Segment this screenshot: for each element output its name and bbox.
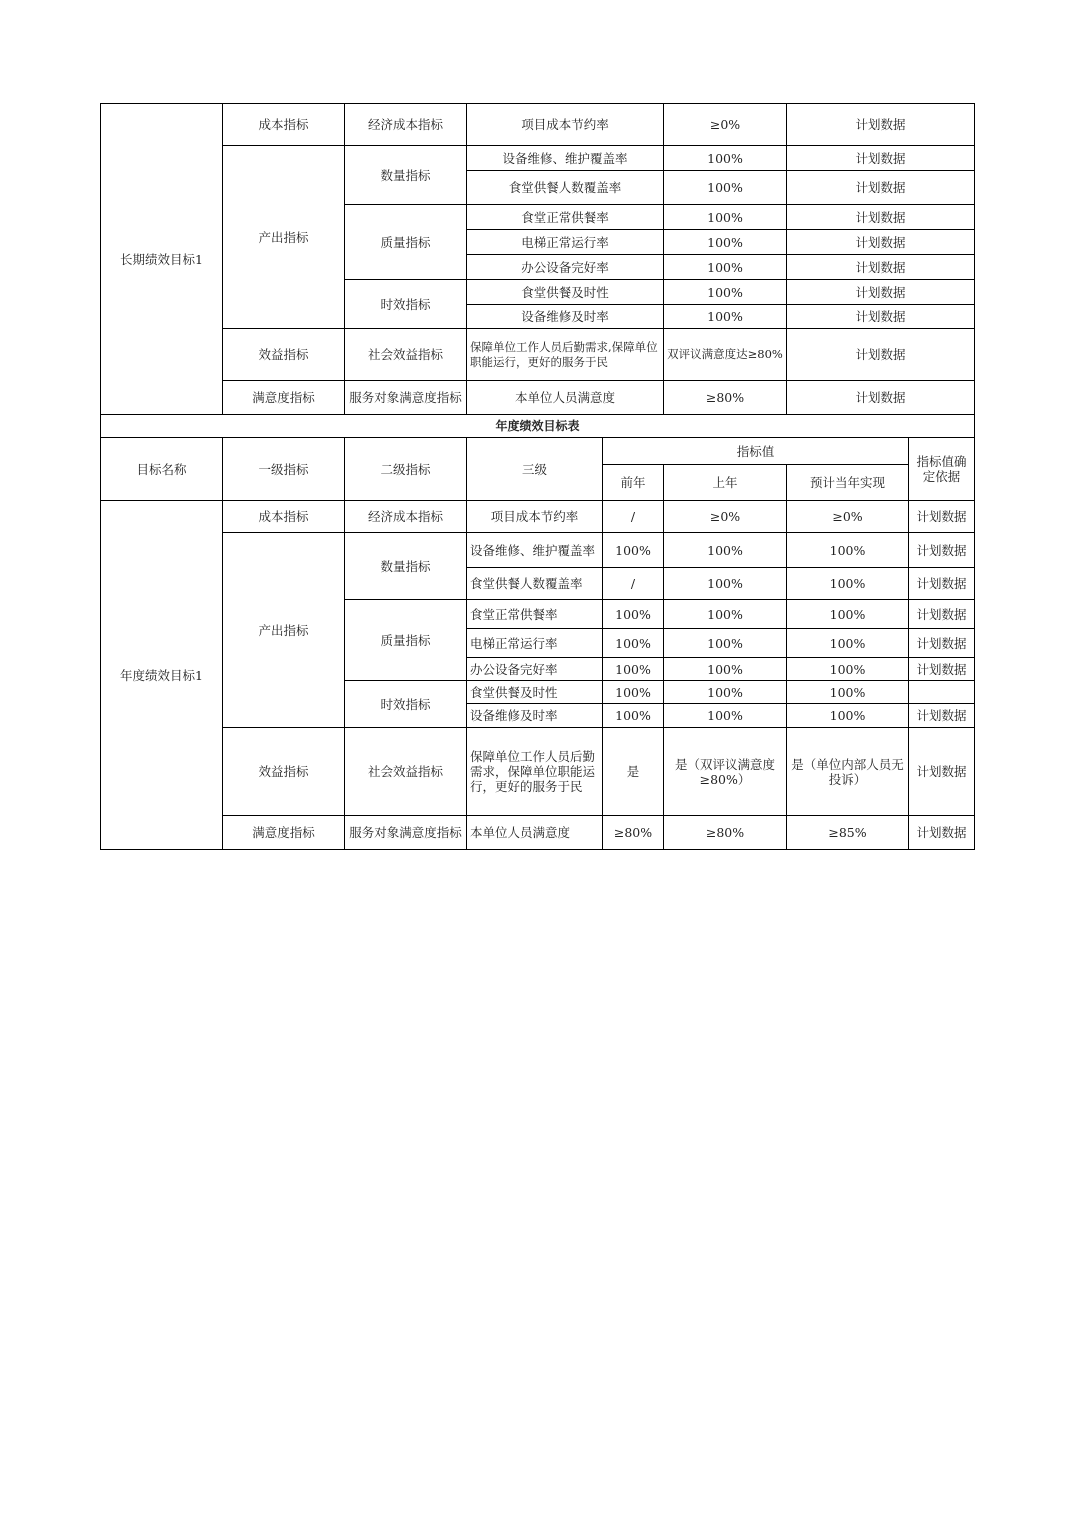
last-cell: 100% bbox=[664, 600, 787, 629]
basis-cell: 计划数据 bbox=[787, 255, 975, 280]
prev-cell: 100% bbox=[603, 681, 664, 704]
level3-cell: 保障单位工作人员后勤需求,保障单位职能运行，更好的服务于民 bbox=[467, 329, 664, 381]
expected-cell: 100% bbox=[787, 658, 909, 681]
level3-cell: 设备维修及时率 bbox=[467, 305, 664, 329]
expected-cell: ≥85% bbox=[787, 816, 909, 850]
value-cell: 100% bbox=[664, 305, 787, 329]
prev-cell: / bbox=[603, 568, 664, 600]
expected-cell: 是（单位内部人员无投诉） bbox=[787, 728, 909, 816]
basis-cell: 计划数据 bbox=[909, 816, 975, 850]
last-cell: 是（双评议满意度≥80%） bbox=[664, 728, 787, 816]
level1-cell: 产出指标 bbox=[223, 533, 345, 728]
level1-cell: 产出指标 bbox=[223, 146, 345, 329]
last-cell: 100% bbox=[664, 681, 787, 704]
value-cell: 100% bbox=[664, 255, 787, 280]
value-cell: 100% bbox=[664, 146, 787, 171]
level2-cell: 社会效益指标 bbox=[345, 329, 467, 381]
level1-cell: 满意度指标 bbox=[223, 381, 345, 415]
level3-cell: 食堂供餐及时性 bbox=[467, 280, 664, 305]
value-cell: ≥0% bbox=[664, 104, 787, 146]
last-cell: 100% bbox=[664, 629, 787, 658]
prev-cell: ≥80% bbox=[603, 816, 664, 850]
performance-sheet bbox=[100, 103, 974, 850]
level3-cell: 设备维修、维护覆盖率 bbox=[467, 533, 603, 568]
level3-cell: 食堂正常供餐率 bbox=[467, 205, 664, 230]
level2-cell: 社会效益指标 bbox=[345, 728, 467, 816]
basis-cell: 计划数据 bbox=[787, 305, 975, 329]
expected-cell: 100% bbox=[787, 681, 909, 704]
value-cell: ≥80% bbox=[664, 381, 787, 415]
level3-cell: 设备维修、维护覆盖率 bbox=[467, 146, 664, 171]
prev-cell: 100% bbox=[603, 600, 664, 629]
prev-cell: / bbox=[603, 501, 664, 533]
value-cell: 100% bbox=[664, 171, 787, 205]
level2-cell: 时效指标 bbox=[345, 280, 467, 329]
basis-cell bbox=[909, 681, 975, 704]
basis-cell: 计划数据 bbox=[787, 381, 975, 415]
level3-cell: 食堂供餐人数覆盖率 bbox=[467, 171, 664, 205]
level3-cell: 保障单位工作人员后勤需求，保障单位职能运行，更好的服务于民 bbox=[467, 728, 603, 816]
prev-cell: 100% bbox=[603, 629, 664, 658]
last-cell: 100% bbox=[664, 704, 787, 728]
level3-cell: 食堂正常供餐率 bbox=[467, 600, 603, 629]
expected-cell: 100% bbox=[787, 600, 909, 629]
level3-cell: 办公设备完好率 bbox=[467, 658, 603, 681]
prev-cell: 100% bbox=[603, 658, 664, 681]
annual-goal-name: 年度绩效目标1 bbox=[101, 501, 223, 850]
basis-cell: 计划数据 bbox=[909, 600, 975, 629]
basis-cell: 计划数据 bbox=[909, 629, 975, 658]
basis-cell: 计划数据 bbox=[909, 728, 975, 816]
expected-cell: 100% bbox=[787, 533, 909, 568]
level1-cell: 效益指标 bbox=[223, 728, 345, 816]
level1-cell: 效益指标 bbox=[223, 329, 345, 381]
last-cell: 100% bbox=[664, 658, 787, 681]
level2-cell: 质量指标 bbox=[345, 600, 467, 681]
level3-cell: 电梯正常运行率 bbox=[467, 629, 603, 658]
expected-cell: 100% bbox=[787, 568, 909, 600]
basis-cell: 计划数据 bbox=[909, 533, 975, 568]
header-basis: 指标值确定依据 bbox=[909, 438, 975, 501]
basis-cell: 计划数据 bbox=[909, 704, 975, 728]
level1-cell: 满意度指标 bbox=[223, 816, 345, 850]
header-level2: 二级指标 bbox=[345, 438, 467, 501]
last-cell: 100% bbox=[664, 533, 787, 568]
level2-cell: 服务对象满意度指标 bbox=[345, 816, 467, 850]
basis-cell: 计划数据 bbox=[787, 171, 975, 205]
basis-cell: 计划数据 bbox=[787, 146, 975, 171]
basis-cell: 计划数据 bbox=[909, 501, 975, 533]
level3-cell: 本单位人员满意度 bbox=[467, 816, 603, 850]
expected-cell: 100% bbox=[787, 704, 909, 728]
level2-cell: 数量指标 bbox=[345, 146, 467, 205]
header-level1: 一级指标 bbox=[223, 438, 345, 501]
level2-cell: 质量指标 bbox=[345, 205, 467, 280]
header-prev-year: 前年 bbox=[603, 465, 664, 501]
value-cell: 双评议满意度达≥80% bbox=[664, 329, 787, 381]
basis-cell: 计划数据 bbox=[909, 658, 975, 681]
basis-cell: 计划数据 bbox=[787, 205, 975, 230]
header-level3: 三级 bbox=[467, 438, 603, 501]
level3-cell: 电梯正常运行率 bbox=[467, 230, 664, 255]
level3-cell: 设备维修及时率 bbox=[467, 704, 603, 728]
basis-cell: 计划数据 bbox=[909, 568, 975, 600]
prev-cell: 100% bbox=[603, 704, 664, 728]
last-cell: ≥0% bbox=[664, 501, 787, 533]
level3-cell: 食堂供餐及时性 bbox=[467, 681, 603, 704]
header-indicator-value: 指标值 bbox=[603, 438, 909, 465]
value-cell: 100% bbox=[664, 205, 787, 230]
basis-cell: 计划数据 bbox=[787, 280, 975, 305]
header-expected: 预计当年实现 bbox=[787, 465, 909, 501]
prev-cell: 是 bbox=[603, 728, 664, 816]
level2-cell: 经济成本指标 bbox=[345, 104, 467, 146]
annual-table-title: 年度绩效目标表 bbox=[101, 415, 975, 438]
level2-cell: 经济成本指标 bbox=[345, 501, 467, 533]
header-last-year: 上年 bbox=[664, 465, 787, 501]
level2-cell: 时效指标 bbox=[345, 681, 467, 728]
long-term-goal-name: 长期绩效目标1 bbox=[101, 104, 223, 415]
expected-cell: 100% bbox=[787, 629, 909, 658]
expected-cell: ≥0% bbox=[787, 501, 909, 533]
level1-cell: 成本指标 bbox=[223, 104, 345, 146]
basis-cell: 计划数据 bbox=[787, 230, 975, 255]
basis-cell: 计划数据 bbox=[787, 104, 975, 146]
last-cell: ≥80% bbox=[664, 816, 787, 850]
prev-cell: 100% bbox=[603, 533, 664, 568]
long-term-goal-table bbox=[100, 103, 975, 415]
level3-cell: 项目成本节约率 bbox=[467, 104, 664, 146]
level1-cell: 成本指标 bbox=[223, 501, 345, 533]
value-cell: 100% bbox=[664, 280, 787, 305]
basis-cell: 计划数据 bbox=[787, 329, 975, 381]
level3-cell: 项目成本节约率 bbox=[467, 501, 603, 533]
header-goal-name: 目标名称 bbox=[101, 438, 223, 501]
level3-cell: 办公设备完好率 bbox=[467, 255, 664, 280]
annual-goal-table bbox=[100, 414, 975, 850]
level2-cell: 数量指标 bbox=[345, 533, 467, 600]
level3-cell: 本单位人员满意度 bbox=[467, 381, 664, 415]
value-cell: 100% bbox=[664, 230, 787, 255]
level3-cell: 食堂供餐人数覆盖率 bbox=[467, 568, 603, 600]
last-cell: 100% bbox=[664, 568, 787, 600]
level2-cell: 服务对象满意度指标 bbox=[345, 381, 467, 415]
